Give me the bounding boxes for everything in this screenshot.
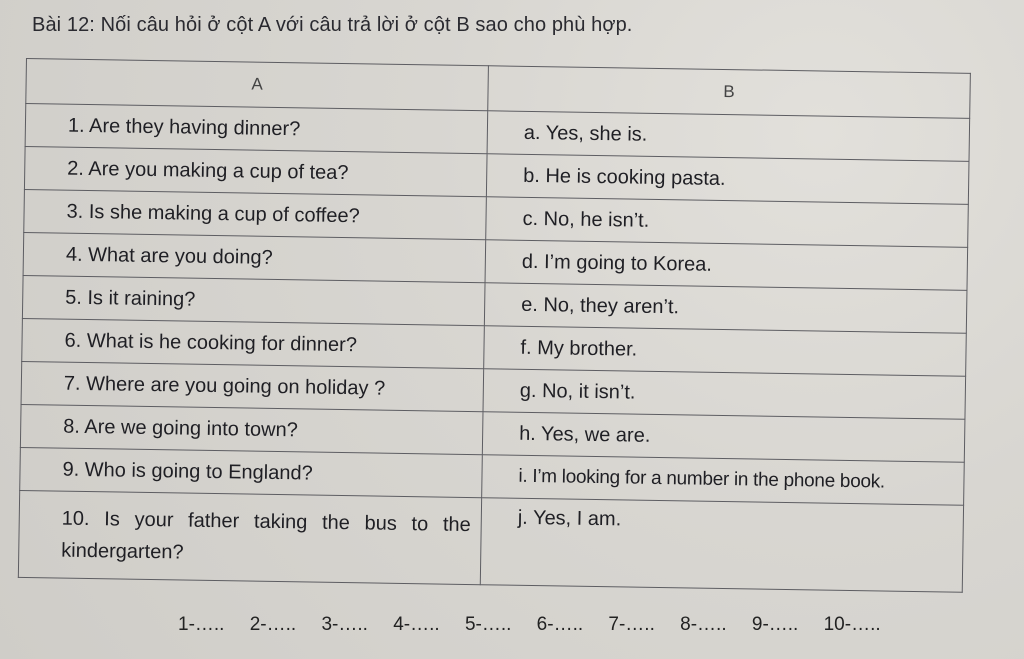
column-b-header: B <box>488 66 971 119</box>
column-a-header: A <box>26 59 489 111</box>
matching-table-container <box>18 58 971 593</box>
answer-cell: a. Yes, she is. <box>487 111 970 162</box>
answer-cell: j. Yes, I am. <box>480 498 963 593</box>
answer-blank: 3-….. <box>321 614 368 635</box>
answer-blank: 1-….. <box>178 614 225 635</box>
question-cell: 4. What are you doing? <box>23 232 486 282</box>
question-cell: 7. Where are you going on holiday ? <box>21 361 484 411</box>
answer-cell: b. He is cooking pasta. <box>486 154 969 205</box>
question-cell: 1. Are they having dinner? <box>25 104 488 154</box>
answer-blank: 7-….. <box>608 614 655 635</box>
matching-table <box>18 58 971 593</box>
exercise-title: Bài 12: Nối câu hỏi ở cột A với câu trả lời ở cột B sao cho phù hợp. <box>32 14 633 36</box>
answer-cell: g. No, it isn’t. <box>483 369 966 420</box>
answer-blank: 5-….. <box>464 614 512 635</box>
answer-blank: 10-….. <box>823 614 881 635</box>
question-cell: 8. Are we going into town? <box>20 404 483 454</box>
answer-blank: 4-….. <box>393 614 440 635</box>
answer-blanks <box>178 614 901 636</box>
question-cell: 5. Is it raining? <box>22 275 485 325</box>
question-cell: 10. Is your father taking the bus to the kindergarten? <box>18 490 481 584</box>
table-row <box>18 490 963 592</box>
answer-blank: 2-….. <box>249 614 297 635</box>
answer-cell: f. My brother. <box>484 326 967 377</box>
answer-cell: h. Yes, we are. <box>482 412 965 463</box>
answer-cell: e. No, they aren’t. <box>484 283 967 334</box>
answer-blank: 8-….. <box>680 614 727 635</box>
answer-cell: c. No, he isn’t. <box>486 197 969 248</box>
question-cell: 3. Is she making a cup of coffee? <box>24 189 487 239</box>
answer-blank: 9-….. <box>751 614 799 635</box>
question-cell: 9. Who is going to England? <box>20 447 483 497</box>
answer-cell: i. I’m looking for a number in the phone book. <box>482 455 965 506</box>
question-cell: 2. Are you making a cup of tea? <box>24 146 487 196</box>
question-cell: 6. What is he cooking for dinner? <box>22 318 485 368</box>
answer-blank: 6-….. <box>536 614 584 635</box>
answer-cell: d. I’m going to Korea. <box>485 240 968 291</box>
